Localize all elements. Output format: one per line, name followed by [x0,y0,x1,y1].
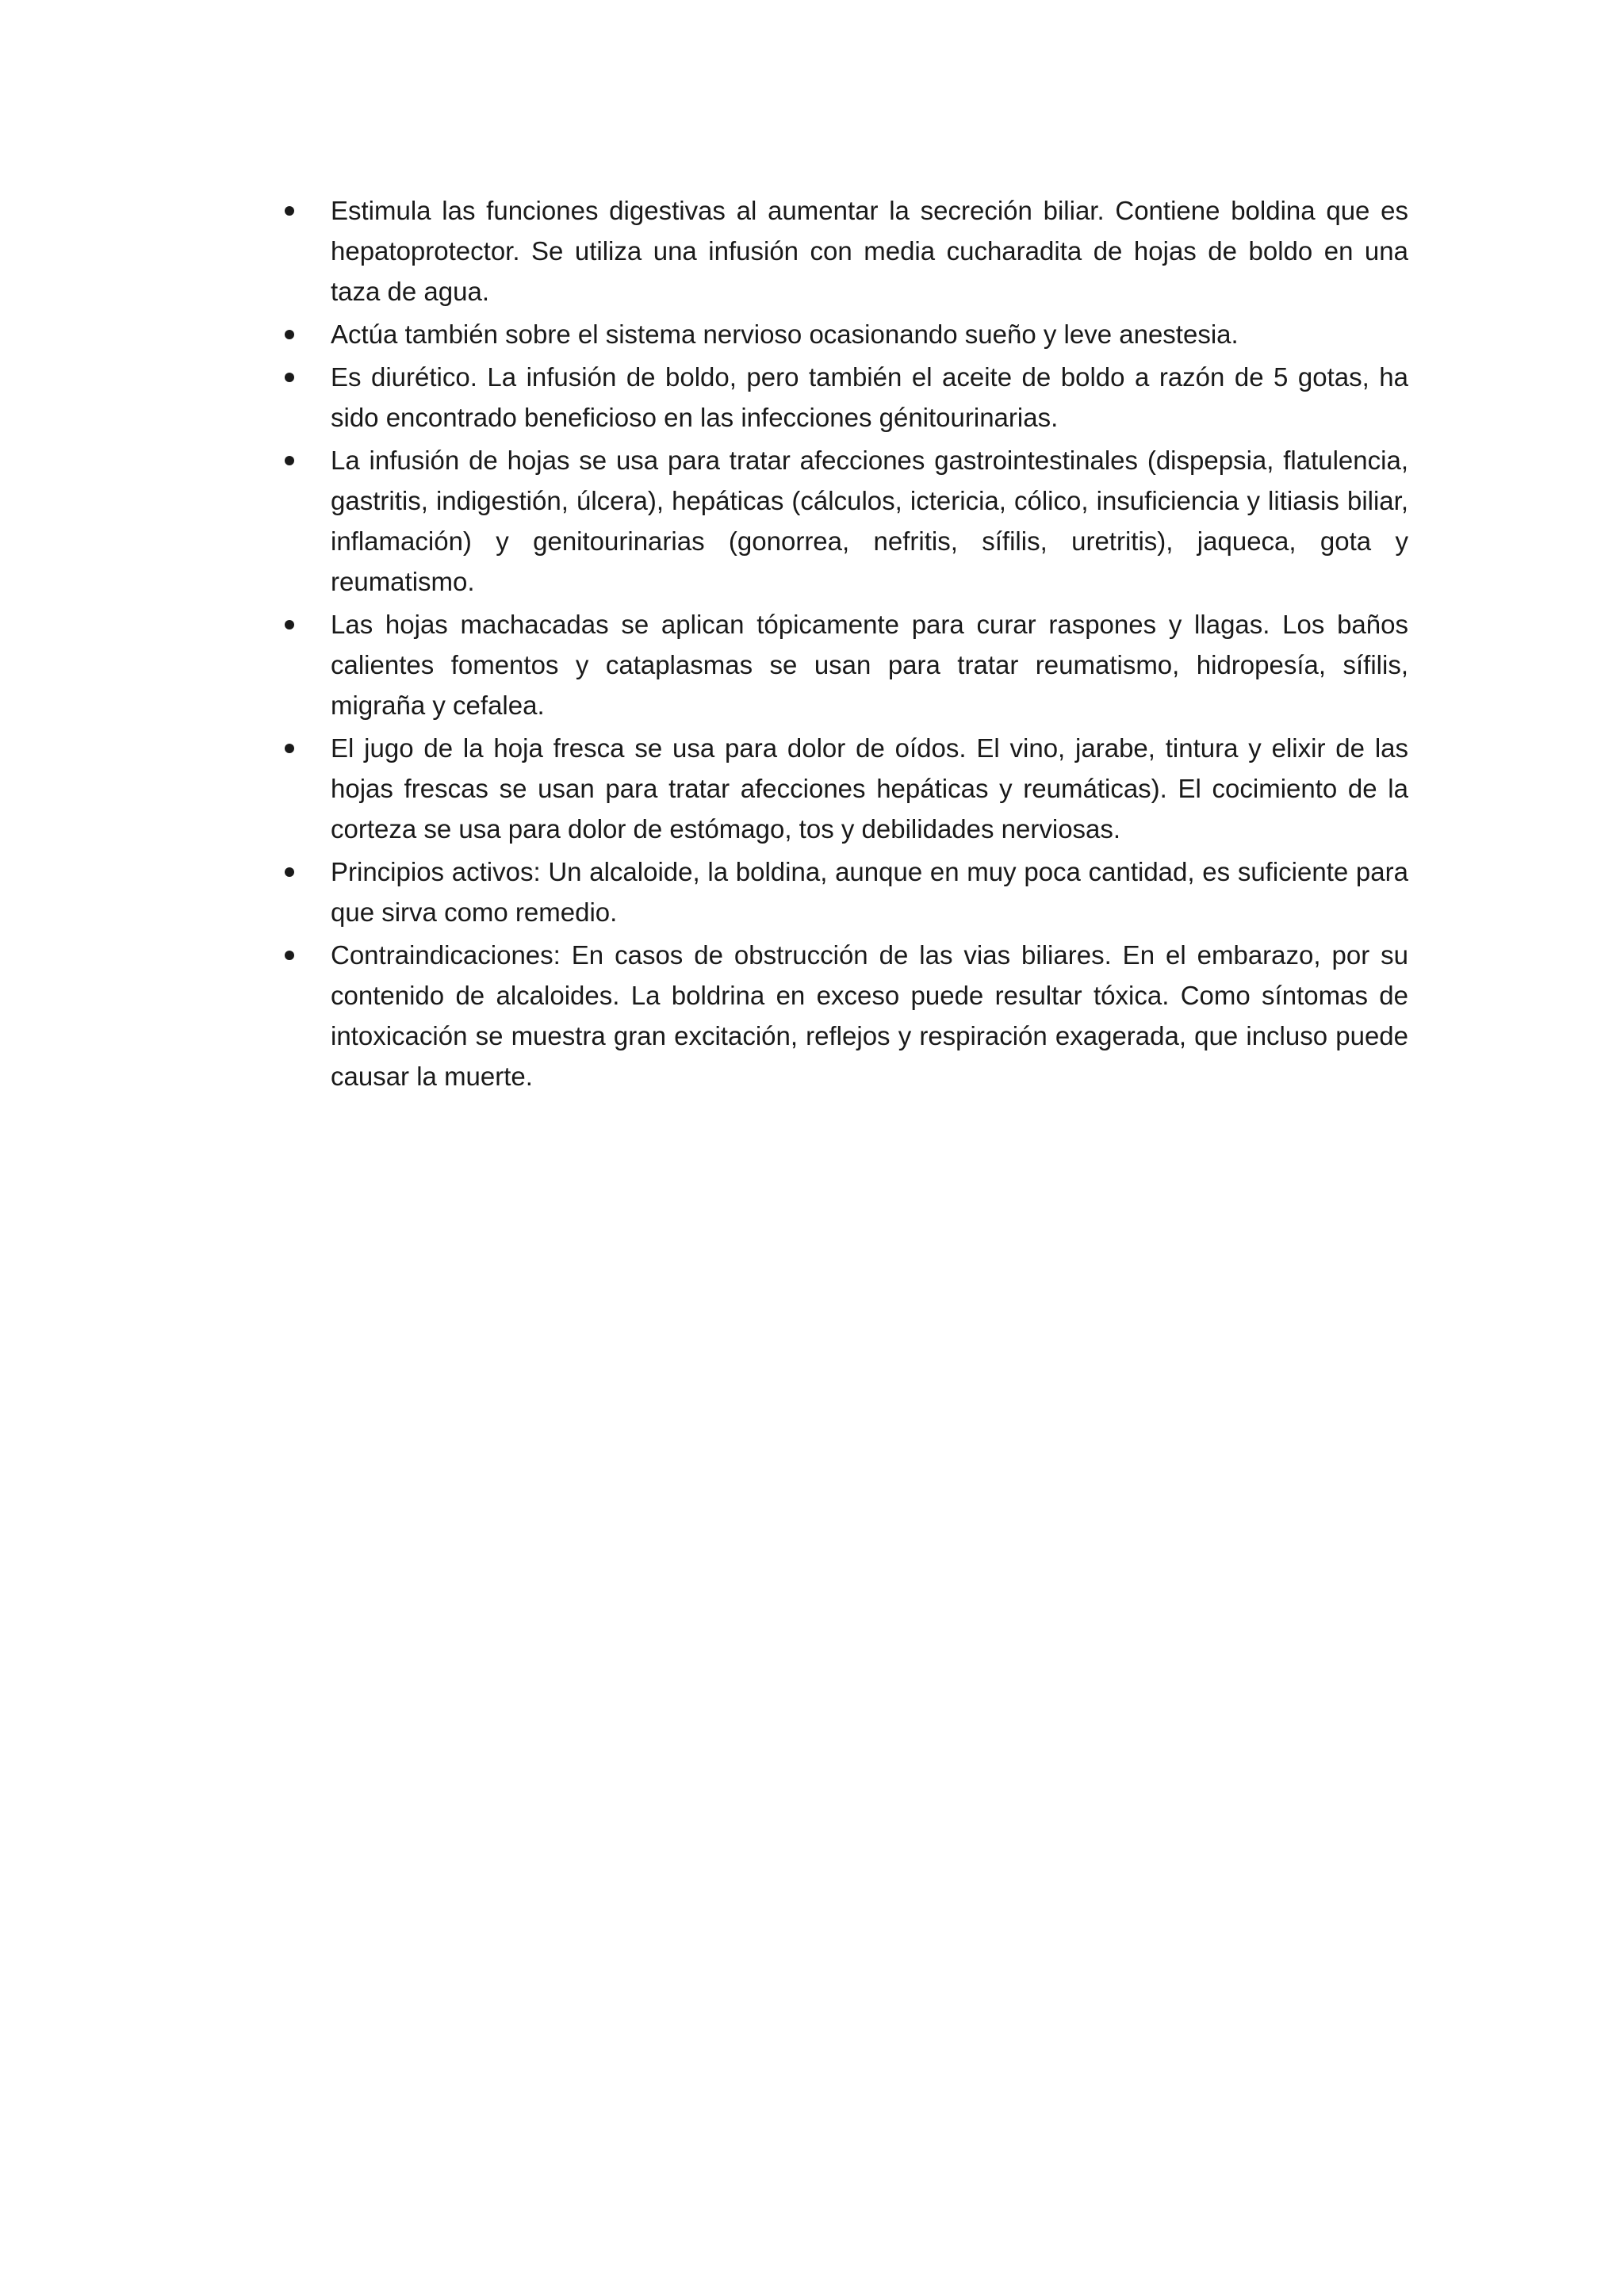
list-item [278,935,1408,1096]
list-item [278,851,1408,932]
bullet-icon [285,373,294,382]
list-item-text: Principios activos: Un alcaloide, la boldina, aunque en muy poca cantidad, es suficiente para que sirva como remedio. [331,857,1408,927]
bullet-icon [285,206,294,216]
list-item-text: Las hojas machacadas se aplican tópicamente para curar raspones y llagas. Los baños calientes fomentos y cataplasmas se usan para tratar reumatismo, hidropesía, sífilis, migraña y cefalea. [331,610,1408,720]
bullet-icon [285,330,294,339]
bullet-icon [285,744,294,753]
list-item [278,314,1408,354]
bullet-icon [285,456,294,465]
list-item [278,604,1408,725]
list-item-text: Es diurético. La infusión de boldo, pero también el aceite de boldo a razón de 5 gotas, ha sido encontrado beneficioso en las infecciones génitourinarias. [331,362,1408,432]
list-item-text: La infusión de hojas se usa para tratar afecciones gastrointestinales (dispepsia, flatulencia, gastritis, indigestión, úlcera), hepáticas (cálculos, ictericia, cólico, insuficiencia y litiasis biliar, inflamación) y genitourinarias (gonorrea, nefritis, sífilis, uretritis), jaqueca, gota y reumatismo. [331,446,1408,596]
list-item-text: Estimula las funciones digestivas al aumentar la secreción biliar. Contiene boldina que es hepatoprotector. Se utiliza una infusión con media cucharadita de hojas de boldo en una taza de agua. [331,196,1408,306]
bullet-icon [285,620,294,629]
list-item [278,440,1408,602]
list-item [278,190,1408,312]
bullet-icon [285,951,294,960]
list-item-text: Contraindicaciones: En casos de obstrucción de las vias biliares. En el embarazo, por su contenido de alcaloides. La boldrina en exceso puede resultar tóxica. Como síntomas de intoxicación se muestra gran excitación, reflejos y respiración exagerada, que incluso puede causar la muerte. [331,940,1408,1091]
bullet-list [278,190,1408,1099]
list-item-text: El jugo de la hoja fresca se usa para dolor de oídos. El vino, jarabe, tintura y elixir de las hojas frescas se usan para tratar afecciones hepáticas y reumáticas). El cocimiento de la corteza se usa para dolor de estómago, tos y debilidades nerviosas. [331,733,1408,844]
bullet-icon [285,867,294,877]
list-item [278,357,1408,438]
list-item [278,728,1408,849]
list-item-text: Actúa también sobre el sistema nervioso ocasionando sueño y leve anestesia. [331,320,1239,349]
